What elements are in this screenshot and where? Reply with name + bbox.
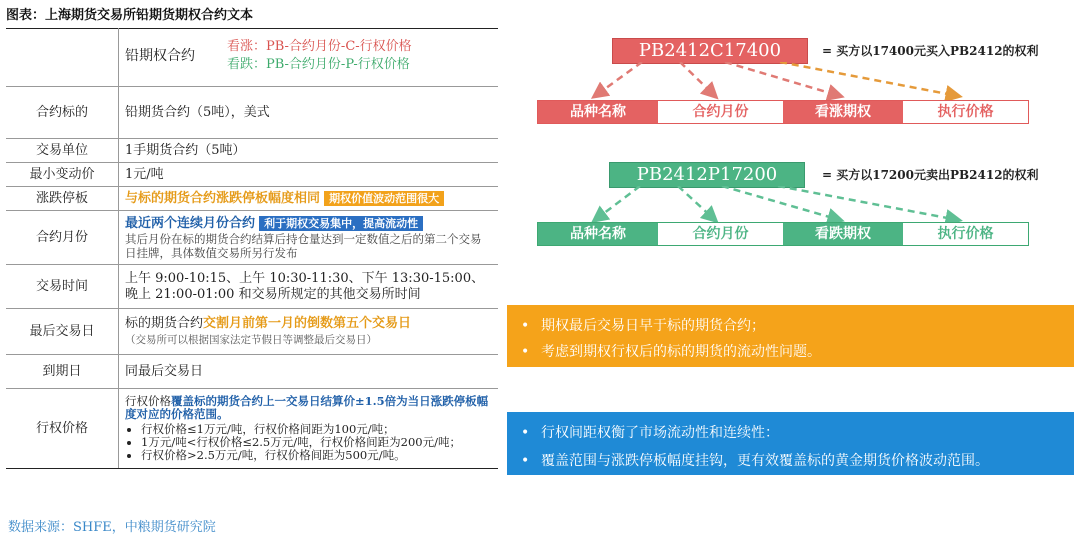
- row-note: 其后月份在标的期货合约结算后持仓量达到一定数值之后的第二个交易日挂牌，具体数值交易所另行发布: [125, 231, 482, 260]
- contract-spec-table: [6, 28, 498, 469]
- segment-product: 品种名称: [538, 101, 658, 123]
- row-label: 行权价格: [6, 389, 119, 469]
- row-value-prefix: 行权价格: [125, 394, 171, 408]
- call-format: 看涨：PB-合约月份-C-行权价格: [227, 39, 412, 54]
- note-item: 覆盖范围与涨跌停板幅度挂钩，更有效覆盖标的黄金期货价格波动范围。: [541, 453, 989, 469]
- table-row: [6, 355, 498, 389]
- row-label: 交易单位: [6, 139, 119, 163]
- put-code-box: PB2412P17200: [609, 162, 805, 188]
- row-label: 最小变动价: [6, 163, 119, 187]
- row-value: 上午 9:00-10:15、上午 10:30-11:30、下午 13:30-15:00、晚上 21:00-01:00 和交易所规定的其他交易所时间: [119, 265, 499, 309]
- call-meaning: = 买方以17400元买入PB2412的权利: [822, 44, 1039, 58]
- arrow-product: [595, 186, 640, 220]
- row-label: 到期日: [6, 355, 119, 389]
- note-item: 考虑到期权行权后的标的期货的流动性问题。: [541, 344, 821, 360]
- arrow-type: [722, 186, 840, 220]
- bullet-icon: •: [521, 453, 530, 469]
- table-row: [6, 163, 498, 187]
- liquidity-tag: 利于期权交易集中，提高流动性: [259, 216, 423, 231]
- figure-title: 图表：上海期货交易所铅期货期权合约文本: [6, 8, 254, 23]
- table-row: [6, 309, 498, 355]
- arrow-month: [680, 62, 715, 96]
- row-label: 合约标的: [6, 87, 119, 139]
- bullet-icon: •: [521, 318, 530, 334]
- last-trading-day-note: [507, 305, 1074, 367]
- bullet-icon: •: [521, 344, 530, 360]
- row-label: 涨跌停板: [6, 187, 119, 211]
- row-value: 最近两个连续月份合约: [125, 215, 256, 231]
- row-value-highlight: 交割月前第一月的倒数第五个交易日: [203, 315, 412, 331]
- table-row: [6, 265, 498, 309]
- segment-type: 看跌期权: [783, 223, 903, 245]
- volatility-tag: 期权价值波动范围很大: [324, 191, 444, 206]
- call-arrows: [530, 62, 1030, 100]
- list-item: • 1万元/吨<行权价格≤2.5万元/吨，行权价格间距为200元/吨；: [141, 436, 492, 449]
- row-value: 铅期货合约（5吨），美式: [119, 87, 499, 139]
- segment-month: 合约月份: [658, 101, 783, 123]
- strike-interval-note: [507, 412, 1074, 475]
- table-row: [6, 29, 498, 87]
- row-value-highlight: 覆盖标的期货合约上一交易日结算价±1.5倍为当日涨跌停板幅度对应的价格范围。: [125, 394, 489, 421]
- row-value: 与标的期货合约涨跌停板幅度相同: [125, 190, 321, 206]
- arrow-product: [595, 62, 642, 96]
- put-format: 看跌：PB-合约月份-P-行权价格: [227, 57, 410, 72]
- segment-type: 看涨期权: [783, 101, 903, 123]
- row-label: 最后交易日: [6, 309, 119, 355]
- row-value: 同最后交易日: [119, 355, 499, 389]
- table-row: [6, 87, 498, 139]
- call-code-box: PB2412C17400: [612, 38, 808, 64]
- table-row: [6, 389, 498, 469]
- strike-interval-list: [125, 423, 492, 462]
- put-breakdown: [537, 222, 1029, 246]
- data-source: 数据来源：SHFE，中粮期货研究院: [8, 520, 216, 535]
- row-value: 1手期货合约（5吨）: [119, 139, 499, 163]
- note-item: 行权间距权衡了市场流动性和连续性：: [541, 425, 779, 441]
- arrow-type: [725, 62, 840, 96]
- row-note: （交易所可以根据国家法定节假日等调整最后交易日）: [125, 333, 377, 346]
- arrow-month: [678, 186, 715, 220]
- row-label: 交易时间: [6, 265, 119, 309]
- row-label: 合约月份: [6, 211, 119, 265]
- segment-strike: 执行价格: [903, 223, 1028, 245]
- row-value-prefix: 标的期货合约: [125, 315, 204, 331]
- arrow-strike: [778, 186, 958, 220]
- put-arrows: [530, 186, 1030, 224]
- table-row: [6, 211, 498, 265]
- note-item: 期权最后交易日早于标的期货合约；: [541, 318, 765, 334]
- list-item: • 行权价格≤1万元/吨，行权价格间距为100元/吨；: [141, 423, 492, 436]
- product-name: 铅期权合约: [125, 48, 195, 64]
- bullet-icon: •: [521, 425, 530, 441]
- list-item: • 行权价格>2.5万元/吨，行权价格间距为500元/吨。: [141, 449, 492, 462]
- put-meaning: = 买方以17200元卖出PB2412的权利: [822, 168, 1039, 182]
- row-value: 1元/吨: [119, 163, 499, 187]
- table-row: [6, 187, 498, 211]
- segment-strike: 执行价格: [903, 101, 1028, 123]
- arrow-strike: [780, 62, 958, 96]
- call-breakdown: [537, 100, 1029, 124]
- segment-month: 合约月份: [658, 223, 783, 245]
- segment-product: 品种名称: [538, 223, 658, 245]
- table-row: [6, 139, 498, 163]
